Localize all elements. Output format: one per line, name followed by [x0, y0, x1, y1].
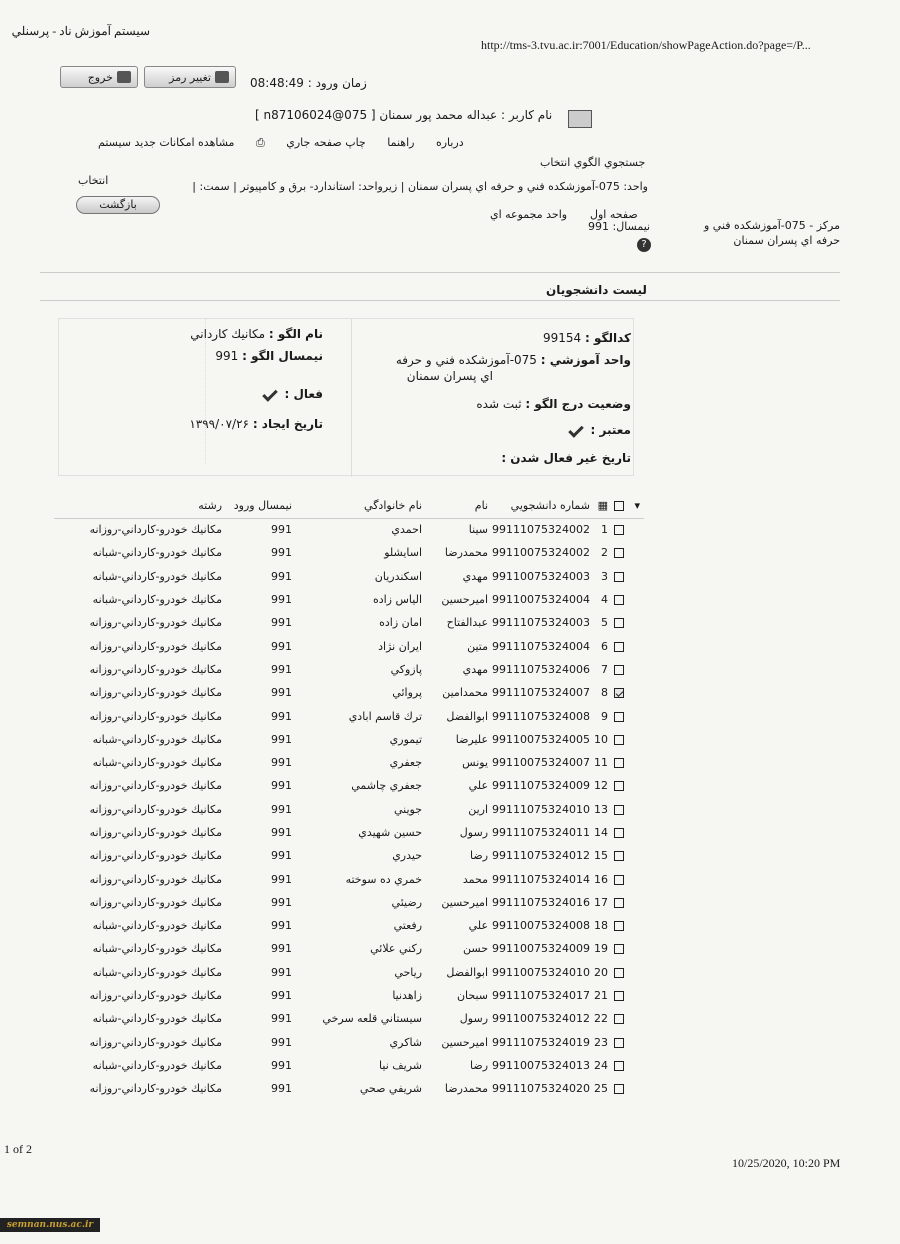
entry-term: 991: [271, 569, 293, 583]
pattern-info-panel: [58, 318, 634, 476]
student-number: 99111075324008: [492, 709, 590, 723]
first-name: محمدرضا: [444, 1082, 489, 1096]
last-name: اسكندريان: [374, 569, 423, 583]
student-number: 99110075324013: [492, 1058, 590, 1072]
row-checkbox[interactable]: [612, 844, 628, 867]
field-name: مكانيك خودرو-كارداني-شبانه: [92, 546, 223, 560]
row-checkbox[interactable]: [612, 728, 628, 751]
first-name: رضا: [470, 1058, 489, 1072]
student-number: 99111075324007: [492, 686, 590, 700]
entry-term: 991: [271, 895, 293, 909]
student-number: 99110075324002: [492, 546, 590, 560]
table-row[interactable]: [54, 728, 644, 751]
student-number: 99111075324009: [492, 779, 590, 793]
field-name: مكانيك خودرو-كارداني-شبانه: [92, 942, 223, 956]
row-spacer: [628, 728, 644, 751]
last-name: حسين شهيدي: [358, 826, 423, 839]
student-number: 99111075324014: [492, 872, 590, 886]
last-name: جعفري: [389, 756, 423, 770]
entry-term: 991: [271, 779, 293, 793]
first-name: حسن: [463, 942, 489, 956]
student-number: 99110075324008: [492, 919, 590, 933]
page-number: 1 of 2: [4, 1142, 32, 1156]
entry-term: 991: [271, 989, 293, 1003]
row-checkbox[interactable]: [612, 1077, 628, 1100]
field-name: مكانيك خودرو-كارداني-روزانه: [89, 686, 223, 700]
last-name: پروائي: [392, 686, 423, 700]
divider: [40, 272, 840, 273]
term-label: نيمسال: 991: [588, 220, 651, 233]
col-first-name[interactable]: نام: [426, 494, 492, 518]
first-name: يونس: [462, 756, 489, 770]
last-name: اسايشلو: [384, 546, 423, 560]
first-name: ابوالفضل: [446, 965, 489, 979]
last-name: شريف نيا: [379, 1058, 423, 1072]
table-row[interactable]: [54, 704, 644, 727]
first-name: سبحان: [456, 989, 489, 1003]
field-name: مكانيك خودرو-كارداني-روزانه: [89, 779, 223, 793]
last-name: خمري ده سوخته: [345, 872, 423, 886]
col-student-no[interactable]: شماره دانشجويي: [492, 494, 594, 518]
col-entry-term[interactable]: نيمسال ورود: [226, 494, 296, 518]
student-number: 99110075324003: [492, 569, 590, 583]
entry-term: 991: [271, 546, 293, 560]
select-all-checkbox[interactable]: [612, 494, 628, 518]
table-row[interactable]: [54, 1054, 644, 1077]
row-number: 18: [594, 919, 608, 933]
entry-term: 991: [271, 1058, 293, 1072]
entry-term-field: نيمسال الگو : 991: [215, 349, 323, 363]
row-spacer: [628, 774, 644, 797]
field-name: مكانيك خودرو-كارداني-روزانه: [89, 709, 223, 723]
row-spacer: [628, 541, 644, 564]
col-field[interactable]: رشته: [54, 494, 226, 518]
table-row[interactable]: [54, 867, 644, 890]
new-features-link[interactable]: مشاهده امكانات جديد سيستم: [98, 136, 235, 149]
entry-term: 991: [271, 1012, 293, 1026]
row-checkbox[interactable]: [612, 891, 628, 914]
table-row[interactable]: [54, 751, 644, 774]
first-name: عبدالفتاح: [446, 616, 489, 630]
table-body: [54, 518, 644, 1100]
table-header-row: [54, 494, 644, 518]
print-datetime: 10/25/2020, 10:20 PM: [732, 1156, 841, 1170]
last-name: حيدري: [392, 849, 423, 863]
print-page-link[interactable]: چاپ صفحه جاري: [286, 136, 366, 149]
student-number: 99111075324020: [492, 1082, 590, 1096]
exit-button[interactable]: [60, 66, 138, 88]
row-spacer: [628, 634, 644, 657]
row-spacer: [628, 821, 644, 844]
row-number: 19: [594, 942, 608, 956]
first-name: محمد: [462, 872, 489, 886]
row-spacer: [628, 937, 644, 960]
student-number: 99110075324004: [492, 593, 590, 607]
created-date-field: تاريخ ايجاد : ۱۳۹۹/۰۷/۲۶: [189, 417, 323, 431]
unit-path: [78, 174, 648, 193]
student-number: 99111075324003: [492, 616, 590, 630]
row-number: 12: [594, 779, 608, 793]
student-number: 99111075324017: [492, 989, 590, 1003]
table-row[interactable]: [54, 798, 644, 821]
center-label: مركز - 075-آموزشكده فني و حرفه اي پسران سمنان: [703, 219, 840, 247]
first-name: اميرحسين: [441, 593, 489, 607]
student-number: 99110075324005: [492, 732, 590, 746]
last-name: رفعتي: [393, 919, 423, 933]
last-name: پازوكي: [390, 662, 423, 676]
divider: [40, 300, 840, 301]
table-row[interactable]: [54, 518, 644, 541]
row-number: 2: [601, 546, 608, 560]
code-field: كدالگو : 99154: [542, 331, 631, 345]
table-row[interactable]: [54, 1007, 644, 1030]
row-checkbox[interactable]: [612, 565, 628, 588]
about-link[interactable]: درباره: [435, 136, 464, 149]
first-name: علي: [468, 919, 489, 933]
entry-term: 991: [271, 523, 293, 537]
valid-field: معتبر :: [569, 423, 631, 437]
mail-icon[interactable]: [568, 110, 592, 128]
field-name: مكانيك خودرو-كارداني-شبانه: [92, 1012, 223, 1026]
breadcrumb-group-unit[interactable]: واحد مجموعه اي: [490, 208, 568, 221]
row-checkbox[interactable]: [612, 681, 628, 704]
entry-term: 991: [271, 662, 293, 676]
field-name: مكانيك خودرو-كارداني-روزانه: [89, 1035, 223, 1049]
row-spacer: [628, 984, 644, 1007]
row-checkbox[interactable]: [612, 1007, 628, 1030]
row-checkbox[interactable]: [612, 867, 628, 890]
row-spacer: [628, 1054, 644, 1077]
student-number: 99111075324012: [492, 849, 590, 863]
row-number: 10: [594, 732, 608, 746]
table-row[interactable]: [54, 914, 644, 937]
row-spacer: [628, 798, 644, 821]
row-checkbox[interactable]: [612, 1031, 628, 1054]
last-name: جويني: [393, 802, 423, 816]
exit-icon: [117, 71, 131, 83]
row-checkbox[interactable]: [612, 751, 628, 774]
help-icon[interactable]: ?: [637, 238, 651, 252]
back-button[interactable]: بازگشت: [76, 196, 160, 214]
row-number: 16: [594, 872, 608, 886]
table-row[interactable]: [54, 634, 644, 657]
field-name: مكانيك خودرو-كارداني-روزانه: [89, 662, 223, 676]
row-number: 22: [594, 1012, 608, 1026]
last-name: شريفي صحي: [359, 1082, 423, 1096]
row-spacer: [628, 844, 644, 867]
row-number: 9: [601, 709, 608, 723]
help-link[interactable]: راهنما: [387, 136, 415, 149]
system-title: سيستم آموزش ناد - پرسنلي: [11, 24, 150, 38]
table-row[interactable]: [54, 937, 644, 960]
entry-term: 991: [271, 872, 293, 886]
entry-term: 991: [271, 826, 293, 839]
first-name: اميرحسين: [441, 895, 489, 909]
student-number: 99110075324007: [492, 756, 590, 770]
field-name: مكانيك خودرو-كارداني-شبانه: [92, 593, 223, 607]
student-number: 99111075324002: [492, 523, 590, 537]
row-spacer: [628, 1007, 644, 1030]
student-number: 99111075324006: [492, 662, 590, 676]
row-number: 24: [594, 1058, 608, 1072]
field-name: مكانيك خودرو-كارداني-روزانه: [89, 826, 223, 839]
table-row[interactable]: [54, 681, 644, 704]
field-name: مكانيك خودرو-كارداني-شبانه: [92, 756, 223, 770]
pencil-icon: [215, 71, 229, 83]
first-name: رسول: [459, 1012, 489, 1026]
entry-term: 991: [271, 942, 293, 956]
last-name: امان زاده: [379, 616, 423, 630]
first-name: مهدي: [462, 569, 489, 583]
field-name: مكانيك خودرو-كارداني-روزانه: [89, 639, 223, 653]
entry-term: 991: [271, 802, 293, 816]
first-name: محمدامين: [442, 686, 489, 700]
header-links: [80, 136, 464, 150]
change-password-button[interactable]: [144, 66, 236, 88]
user-name: نام كاربر : عبداله محمد پور سمنان [ n87106024@075 ]: [255, 108, 553, 122]
table-row[interactable]: [54, 961, 644, 984]
table-row[interactable]: [54, 821, 644, 844]
students-table: [54, 494, 644, 1100]
row-checkbox[interactable]: [612, 1054, 628, 1077]
entry-term: 991: [271, 639, 293, 653]
checkmark-icon: [568, 422, 584, 438]
row-checkbox[interactable]: [612, 704, 628, 727]
last-name: تيموري: [389, 732, 423, 746]
last-name: ايران نژاد: [378, 639, 423, 653]
field-name: مكانيك خودرو-كارداني-شبانه: [92, 1058, 223, 1072]
last-name: شاكري: [389, 1035, 423, 1049]
table-row[interactable]: [54, 541, 644, 564]
first-name: ابوالفضل: [446, 709, 489, 723]
first-name: اميرحسين: [441, 1035, 489, 1049]
field-name: مكانيك خودرو-كارداني-روزانه: [89, 849, 223, 863]
last-name: ركني علائي: [370, 942, 423, 956]
row-number: 17: [594, 895, 608, 909]
first-name: عليرضا: [455, 732, 489, 746]
field-name: مكانيك خودرو-كارداني-شبانه: [92, 965, 223, 979]
table-row[interactable]: [54, 844, 644, 867]
row-checkbox[interactable]: [612, 541, 628, 564]
row-checkbox[interactable]: [612, 937, 628, 960]
row-number: 23: [594, 1035, 608, 1049]
entry-term: 991: [271, 1035, 293, 1049]
select-link[interactable]: انتخاب: [78, 174, 109, 187]
student-number: 99111075324004: [492, 639, 590, 653]
unit-field-line2: اي پسران سمنان: [406, 369, 493, 383]
field-name: مكانيك خودرو-كارداني-روزانه: [89, 523, 223, 537]
first-name: رضا: [470, 849, 489, 863]
inactive-date-field: تاريخ غير فعال شدن :: [501, 451, 631, 465]
last-name: رياحي: [394, 965, 423, 979]
row-spacer: [628, 565, 644, 588]
row-spacer: [628, 518, 644, 541]
field-name: مكانيك خودرو-كارداني-روزانه: [89, 802, 223, 816]
entry-term: 991: [271, 616, 293, 630]
row-spacer: [628, 1031, 644, 1054]
table-row[interactable]: [54, 984, 644, 1007]
table-row[interactable]: [54, 588, 644, 611]
col-last-name[interactable]: نام خانوادگي: [296, 494, 426, 518]
name-field: نام الگو : مكانيك كارداني: [190, 327, 323, 341]
last-name: سيستاني قلعه سرخي: [322, 1012, 423, 1026]
student-number: 99110075324012: [492, 1012, 590, 1026]
row-spacer: [628, 658, 644, 681]
row-number: 14: [594, 826, 608, 839]
last-name: زاهدنيا: [392, 989, 423, 1003]
table-row[interactable]: [54, 891, 644, 914]
row-checkbox[interactable]: [612, 961, 628, 984]
field-name: مكانيك خودرو-كارداني-روزانه: [89, 1082, 223, 1096]
first-name: متين: [467, 639, 489, 653]
student-number: 99111075324019: [492, 1035, 590, 1049]
last-name: احمدي: [391, 523, 423, 537]
table-row[interactable]: [54, 1031, 644, 1054]
row-spacer: [628, 867, 644, 890]
login-time: زمان ورود : 08:48:49: [250, 76, 367, 90]
row-number: 20: [594, 965, 608, 979]
divider: [351, 319, 352, 477]
row-number: 21: [594, 989, 608, 1003]
entry-term: 991: [271, 965, 293, 979]
menu-arrow-icon[interactable]: ▾: [628, 494, 644, 518]
unit-path-text: واحد: 075-آموزشكده فني و حرفه اي پسران سمنان | زيرواحد: استاندارد- برق و كامپيوتر | سمت: |: [192, 180, 648, 193]
first-name: رسول: [459, 826, 489, 839]
row-spacer: [628, 1077, 644, 1100]
row-checkbox[interactable]: [612, 798, 628, 821]
row-number: 8: [601, 686, 608, 700]
page-title: ليست دانشجويان: [546, 283, 647, 297]
change-password-label: تغيير رمز: [169, 70, 211, 84]
field-name: مكانيك خودرو-كارداني-شبانه: [92, 732, 223, 746]
entry-term: 991: [271, 593, 293, 607]
table-row[interactable]: [54, 774, 644, 797]
student-number: 99111075324011: [492, 826, 590, 839]
row-spacer: [628, 704, 644, 727]
field-name: مكانيك خودرو-كارداني-روزانه: [89, 989, 223, 1003]
student-number: 99111075324010: [492, 802, 590, 816]
entry-term: 991: [271, 686, 293, 700]
row-checkbox[interactable]: [612, 914, 628, 937]
watermark: semnan.nus.ac.ir: [0, 1218, 100, 1232]
student-number: 99110075324010: [492, 965, 590, 979]
entry-term: 991: [271, 709, 293, 723]
first-name: سينا: [468, 523, 489, 537]
page-url: http://tms-3.tvu.ac.ir:7001/Education/showPageAction.do?page=/P...: [481, 38, 811, 52]
row-checkbox[interactable]: [612, 518, 628, 541]
breadcrumb-first-page[interactable]: صفحه اول: [590, 208, 638, 221]
last-name: الياس زاده: [372, 593, 423, 607]
table-row[interactable]: [54, 658, 644, 681]
row-spacer: [628, 611, 644, 634]
unit-field: واحد آموزشي : 075-آموزشكده فني و حرفه: [395, 353, 631, 367]
entry-term: 991: [271, 919, 293, 933]
row-spacer: [628, 588, 644, 611]
printer-icon: ⎙: [255, 136, 265, 149]
student-number: 99111075324016: [492, 895, 590, 909]
status-field: وضعيت درج الگو : ثبت شده: [476, 397, 631, 411]
row-number: 15: [594, 849, 608, 863]
row-number: 6: [601, 639, 608, 653]
field-name: مكانيك خودرو-كارداني-روزانه: [89, 895, 223, 909]
entry-term: 991: [271, 732, 293, 746]
table-row[interactable]: [54, 1077, 644, 1100]
row-number: 25: [594, 1082, 608, 1096]
row-checkbox[interactable]: [612, 984, 628, 1007]
row-number: 13: [594, 802, 608, 816]
row-spacer: [628, 681, 644, 704]
row-number: 1: [601, 523, 608, 537]
checkmark-icon: [262, 386, 278, 402]
top-toolbar: [60, 66, 480, 96]
last-name: رضيئي: [391, 895, 423, 909]
row-spacer: [628, 751, 644, 774]
exit-label: خروج: [87, 70, 113, 84]
row-checkbox[interactable]: [612, 611, 628, 634]
field-name: مكانيك خودرو-كارداني-روزانه: [89, 872, 223, 886]
first-name: محمدرضا: [444, 546, 489, 560]
row-checkbox[interactable]: [612, 658, 628, 681]
row-spacer: [628, 914, 644, 937]
pattern-search-link[interactable]: جستجوي الگوي انتخاب: [540, 156, 646, 169]
first-name: ارين: [468, 802, 489, 816]
row-number: 11: [594, 756, 608, 770]
row-spacer: [628, 961, 644, 984]
sort-icon[interactable]: ▦: [594, 494, 612, 518]
field-name: مكانيك خودرو-كارداني-روزانه: [89, 616, 223, 630]
first-name: مهدي: [462, 662, 489, 676]
last-name: جعفري چاشمي: [351, 779, 423, 793]
student-number: 99110075324009: [492, 942, 590, 956]
first-name: علي: [468, 779, 489, 793]
row-number: 7: [601, 662, 608, 676]
active-field: فعال :: [263, 387, 323, 401]
table-row[interactable]: [54, 565, 644, 588]
entry-term: 991: [271, 756, 293, 770]
entry-term: 991: [271, 1082, 293, 1096]
table-row[interactable]: [54, 611, 644, 634]
row-checkbox[interactable]: [612, 774, 628, 797]
field-name: مكانيك خودرو-كارداني-شبانه: [92, 919, 223, 933]
row-spacer: [628, 891, 644, 914]
row-number: 4: [601, 593, 608, 607]
row-checkbox[interactable]: [612, 821, 628, 844]
entry-term: 991: [271, 849, 293, 863]
row-number: 3: [601, 569, 608, 583]
field-name: مكانيك خودرو-كارداني-شبانه: [92, 569, 223, 583]
row-checkbox[interactable]: [612, 588, 628, 611]
row-checkbox[interactable]: [612, 634, 628, 657]
row-number: 5: [601, 616, 608, 630]
last-name: ترك قاسم ابادي: [348, 709, 423, 723]
